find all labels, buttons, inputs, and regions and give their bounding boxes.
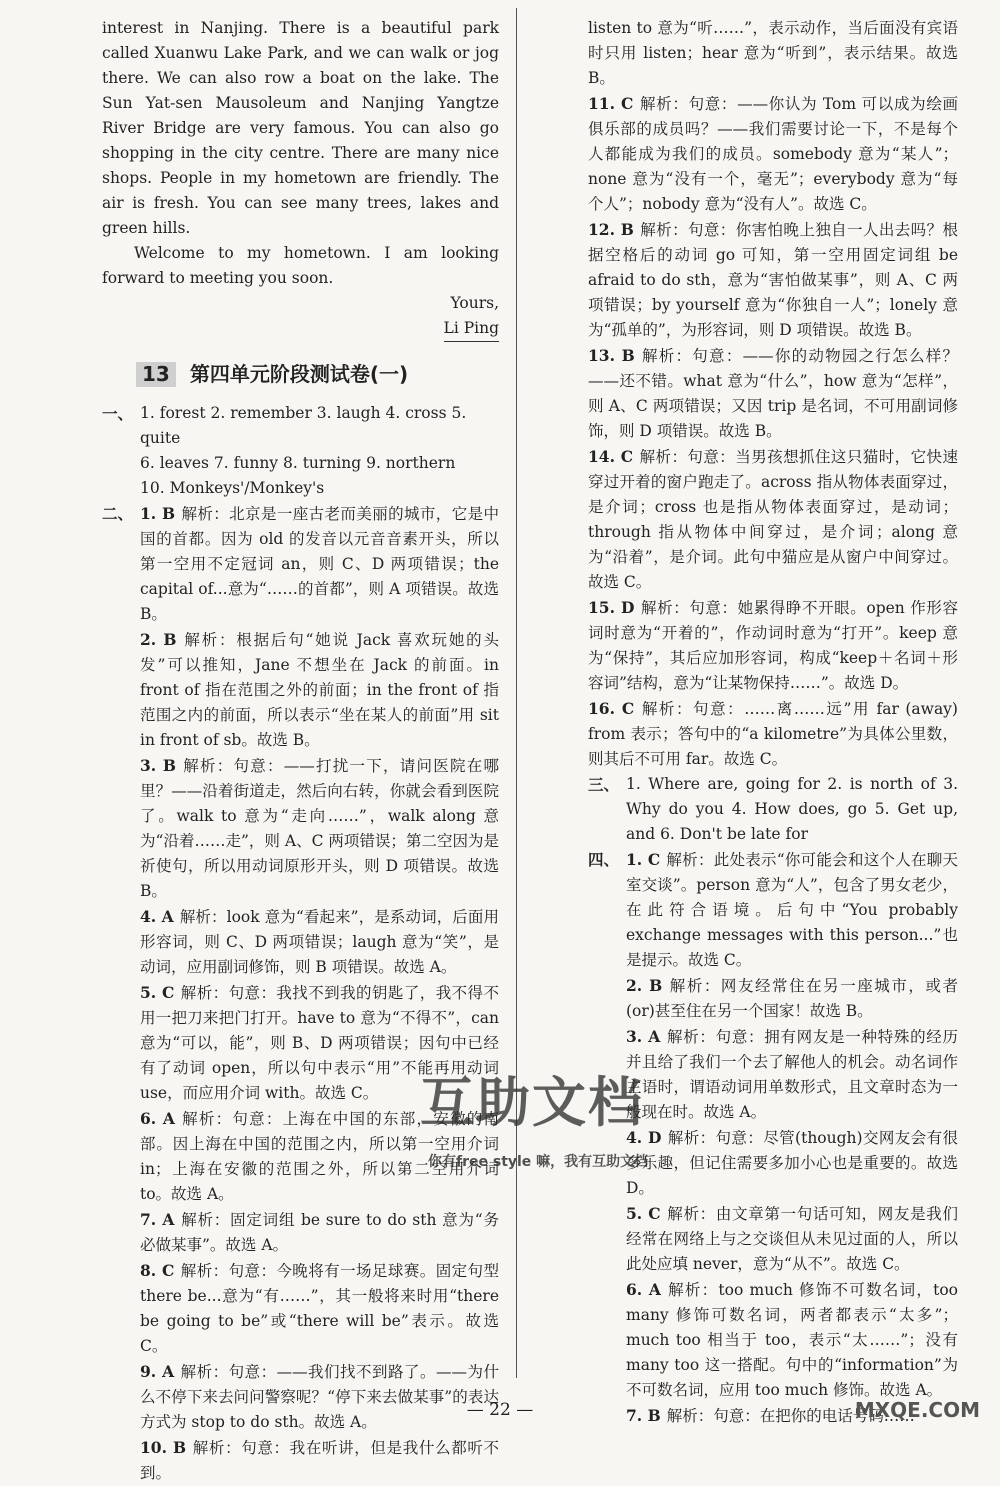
answer-continuation: listen to 意为“听……”，表示动作，当后面没有宾语时只用 listen；hear 意为“听到”，表示结果。故选 B。	[588, 19, 958, 87]
part-three	[588, 772, 958, 847]
letter-closing: Yours,	[450, 294, 499, 312]
answer-item: 4. D 解析：句意：尽管(though)交网友会有很多乐趣，但记住需要多加小心也是重要的。故选 D。	[626, 1128, 958, 1197]
corner-logo: MXQE.COM	[854, 1398, 980, 1422]
page-number: — 22 —	[466, 1400, 534, 1420]
answer-item: 9. A 解析：句意：——我们找不到路了。——为什么不停下来去问问警察呢？“停下来去做某事”的表达方式为 stop to do sth。故选 A。	[140, 1362, 499, 1431]
part-two	[102, 501, 499, 1486]
answer-item: 12. B 解析：句意：你害怕晚上独自一人出去吗？根据空格后的动词 go 可知，第一空用固定词组 be afraid to do sth，意为“害怕做某事”，则 A、C 两项错误；by yourself 意为“你独自一人”；lonely 意为“孤单的”，为形容词，则 D 项错误。故选 B。	[588, 220, 958, 339]
answer-item: 15. D 解析：句意：她累得睁不开眼。open 作形容词时意为“开着的”，作动词时意为“打开”。keep 意为“保持”，其后应加形容词，构成“keep＋名词＋形容词”结构，意为“让某物保持……”。故选 D。	[588, 598, 958, 692]
answer-item: 1. B 解析：北京是一座古老而美丽的城市，它是中国的首都。因为 old 的发音以元音音素开头，所以第一空用不定冠词 an，则 C、D 两项错误；the capital of...意为“……的首都”，则 A 项错误。故选 B。	[140, 504, 499, 623]
answer-item: 14. C 解析：句意：当男孩想抓住这只猫时，它快速穿过开着的窗户跑走了。across 指从物体表面穿过，是介词；cross 也是指从物体表面穿过，是动词；through 指从物体中间穿过，是介词；along 意为“沿着”，是介词。此句中猫应是从窗户中间穿过。故选 C。	[588, 447, 958, 591]
part-three-mark: 三、	[588, 775, 620, 794]
answer-item: 3. A 解析：句意：拥有网友是一种特殊的经历并且给了我们一个去了解他人的机会。动名词作主语时，谓语动词用单数形式，且文章时态为一般现在时。故选 A。	[626, 1027, 958, 1121]
part-two-mark: 二、	[102, 504, 134, 523]
section-heading	[136, 362, 499, 387]
answer-item: 2. B 解析：网友经常住在另一座城市，或者(or)甚至住在另一个国家！故选 B。	[626, 976, 958, 1020]
part-one-line: 1. forest 2. remember 3. laugh 4. cross 5. quite	[140, 404, 467, 447]
part-one-line: 6. leaves 7. funny 8. turning 9. northern	[140, 454, 456, 472]
section-number: 13	[136, 362, 176, 387]
answer-item: 7. B 解析：句意：在把你的电话号码……	[626, 1406, 915, 1425]
left-column	[102, 16, 499, 1486]
answer-item: 5. C 解析：由文章第一句话可知，网友是我们经常在网络上与之交谈但从未见过面的人，所以此处应填 never，意为“从不”。故选 C。	[626, 1204, 958, 1273]
right-column	[588, 16, 958, 1429]
answer-item: 4. A 解析：look 意为“看起来”，是系动词，后面用形容词，则 C、D 两项错误；laugh 意为“笑”，是动词，应用副词修饰，则 B 项错误。故选 A。	[140, 907, 500, 976]
answer-item: 1. C 解析：此处表示“你可能会和这个人在聊天室交谈”。person 意为“人”，包含了男女老少，在此符合语境。后句中“You probably exchange messages with this person...”也是提示。故选 C。	[626, 850, 958, 969]
part-four-mark: 四、	[588, 850, 620, 869]
answer-item: 2. B 解析：根据后句“她说 Jack 喜欢玩她的头发”可以推知，Jane 不想坐在 Jack 的前面。in front of 指在范围之外的前面；in the front of 指范围之内的前面，所以表示“坐在某人的前面”用 sit in front of sb。故选 B。	[140, 630, 499, 749]
answer-item: 3. B 解析：句意：——打扰一下，请问医院在哪里？——沿着街道走，然后向右转，你就会看到医院了。walk to 意为“走向……”，walk along 意为“沿着……走”，则 A、C 两项错误；第二空因为是祈使句，所以用动词原形开头，则 D 项错误。故选 B。	[140, 756, 499, 900]
part-one-line: 10. Monkeys'/Monkey's	[140, 479, 325, 497]
part-three-answers: 1. Where are, going for 2. is north of 3. Why do you 4. How does, go 5. Get up, and 6. Don't be late for	[626, 775, 958, 843]
part-four	[588, 847, 958, 1429]
answer-item: 11. C 解析：句意：——你认为 Tom 可以成为绘画俱乐部的成员吗？——我们需要讨论一下，不是每个人都能成为我们的成员。somebody 意为“某人”；none 意为“没有一个，毫无”；everybody 意为“每个人”；nobody 意为“没有人”。故选 C。	[588, 94, 958, 213]
part-one-mark: 一、	[102, 404, 134, 423]
watermark-logo: 互助文档	[420, 1071, 644, 1134]
answer-item: 5. C 解析：句意：我找不到我的钥匙了，我不得不用一把刀来把门打开。have to 意为“不得不”，can 意为“可以，能”，则 B、D 两项错误；因句中已经有了动词 open，所以句中表示“用”不能再用动词 use，而应用介词 with。故选 C。	[140, 983, 499, 1102]
answer-item: 6. A 解析：too much 修饰不可数名词，too many 修饰可数名词，两者都表示“太多”；much too 相当于 too，表示“太……”；没有 many too 这一搭配。句中的“information”为不可数名词，应用 too much 修饰。故选 A。	[626, 1280, 959, 1399]
answer-item: 13. B 解析：句意：——你的动物园之行怎么样？——还不错。what 意为“什么”，how 意为“怎样”，则 A、C 两项错误；又因 trip 是名词，不可用副词修饰，则 D 项错误。故选 B。	[588, 346, 958, 440]
answer-item: 6. A 解析：句意：上海在中国的东部，安徽的南部。因上海在中国的范围之内，所以第一空用介词 in；上海在安徽的范围之外，所以第二空用介词 to。故选 A。	[140, 1109, 499, 1203]
answer-item: 8. C 解析：句意：今晚将有一场足球赛。固定句型 there be...意为“有……”，其一般将来时用“there be going to be”或“there will be”表示。故选 C。	[140, 1261, 499, 1355]
answer-item: 10. B 解析：句意：我在听讲，但是我什么都听不到。	[140, 1438, 499, 1482]
part-one	[102, 401, 499, 501]
section-title: 第四单元阶段测试卷(一)	[189, 362, 409, 386]
answer-item: 7. A 解析：固定词组 be sure to do sth 意为“务必做某事”。故选 A。	[140, 1210, 499, 1254]
letter-paragraph-2: Welcome to my hometown. I am looking forward to meeting you soon.	[102, 244, 499, 287]
letter-signature: Li Ping	[444, 316, 499, 342]
watermark-slogan: 你有free style 嘛，我有互助文档	[428, 1154, 649, 1170]
answer-item: 16. C 解析：句意：……离……远”用 far (away) from 表示；答句中的“a kilometre”为具体公里数，则其后不可用 far。故选 C。	[588, 699, 958, 768]
letter-paragraph-1: interest in Nanjing. There is a beautiful park called Xuanwu Lake Park, and we can walk or jog there. We can also row a boat on the lake. The Sun Yat-sen Mausoleum and Nanjing Yangtze River Bridge are very famous. You can also go shopping in the city centre. There are many nice shops. People in my hometown are friendly. The air is fresh. You can see many trees, lakes and green hills.	[102, 19, 499, 237]
